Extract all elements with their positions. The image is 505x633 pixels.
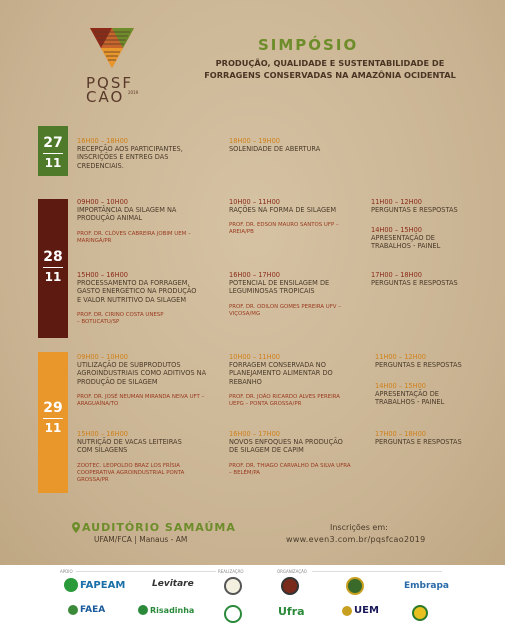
ufam-seal-icon xyxy=(224,577,242,595)
faea-logo xyxy=(68,605,105,615)
risadinha-icon xyxy=(138,605,148,615)
faea-icon xyxy=(68,605,78,615)
day-block-28 xyxy=(38,199,68,338)
event-title: APRESENTAÇÃO DE TRABALHOS - PAINEL xyxy=(375,390,445,407)
event-title: UTILIZAÇÃO DE SUBPRODUTOS AGROINDUSTRIAIS COMO ADITIVOS NA PRODUÇÃO DE SILAGEM xyxy=(77,361,207,386)
risadinha-logo xyxy=(138,605,194,615)
logo-year: 2019 xyxy=(128,90,139,95)
event-time: 17H00 – 18H00 xyxy=(371,271,422,279)
org-seal-3 xyxy=(412,605,428,621)
event-speaker: PROF. DR. JOSÉ NEUMAN MIRANDA NEIVA UFT – ARAGUAÍNA/TO xyxy=(77,393,205,407)
event-28-qa-morning xyxy=(371,198,471,214)
event-title: POTENCIAL DE ENSILAGEM DE LEGUMINOSAS TROPICAIS xyxy=(229,279,330,296)
uem-icon xyxy=(342,606,352,616)
event-time: 17H00 – 18H00 xyxy=(375,430,426,438)
event-29-qa-morning xyxy=(375,353,475,369)
event-speaker: PROF. DR. JOÃO RICARDO ALVES PEREIRA UEPG – PONTA GROSSA/PR xyxy=(229,393,340,407)
event-title: RAÇÕES NA FORMA DE SILAGEM xyxy=(229,206,337,215)
event-29-qa-afternoon xyxy=(375,430,475,446)
day-month: 11 xyxy=(44,156,62,170)
event-time: 16H00 – 17H00 xyxy=(229,430,280,438)
divider xyxy=(312,571,442,572)
day-number: 28 xyxy=(43,249,63,265)
fapeam-label: FAPEAM xyxy=(80,579,126,591)
day-month: 11 xyxy=(44,421,62,435)
event-time: 14H00 – 15H00 xyxy=(375,382,426,390)
day-block-27 xyxy=(38,126,68,176)
ufam-seal xyxy=(224,577,242,595)
subtitle-line1: PRODUÇÃO, QUALIDADE E SUSTENTABILIDADE DE xyxy=(215,58,445,68)
org-seal-icon xyxy=(346,577,364,595)
event-time: 09H00 – 10H00 xyxy=(77,353,128,361)
logo-text-line2: CAO xyxy=(86,88,125,106)
event-title: NOVOS ENFOQUES NA PRODUÇÃO DE SILAGEM DE CAPIM xyxy=(229,438,343,455)
uem-logo xyxy=(342,605,379,616)
event-speaker: PROF. DR. ODILON GOMES PEREIRA UFV – VIÇOSA/MG xyxy=(229,303,341,317)
event-time: 10H00 – 11H00 xyxy=(229,353,280,361)
event-28-legume-ensiling xyxy=(229,271,344,318)
day-divider xyxy=(43,418,63,419)
day-month: 11 xyxy=(44,270,62,284)
event-28-rations xyxy=(229,198,344,236)
event-title: SOLENIDADE DE ABERTURA xyxy=(229,145,321,154)
event-title: PROCESSAMENTO DA FORRAGEM, GASTO ENERGÉTICO NA PRODUÇÃO E VALOR NUTRITIVO DA SILAGEM xyxy=(77,279,197,304)
embrapa-label: Embrapa xyxy=(404,581,449,591)
event-28-poster-session xyxy=(371,226,466,251)
venue-location: UFAM/FCA | Manaus - AM xyxy=(94,535,188,544)
logo-text-line1: PQSF xyxy=(86,74,134,92)
faea-label: FAEA xyxy=(80,605,106,615)
event-title: NUTRIÇÃO DE VACAS LEITEIRAS COM SILAGENS xyxy=(77,438,182,455)
event-title: PERGUNTAS E RESPOSTAS xyxy=(375,438,462,447)
fapeam-logo xyxy=(64,578,125,592)
uem-label: UEM xyxy=(354,605,379,616)
event-29-dairy-nutrition xyxy=(77,430,197,484)
page-subtitle xyxy=(180,57,480,81)
org-seal-2 xyxy=(346,577,364,595)
event-time: 10H00 – 11H00 xyxy=(229,198,280,206)
venue-name: AUDITÓRIO SAMAÚMA xyxy=(82,521,236,534)
event-27-opening xyxy=(229,137,349,153)
org-seal-icon xyxy=(412,605,428,621)
event-speaker: PROF. DR. THIAGO CARVALHO DA SILVA UFRA – BELÉM/PA xyxy=(229,462,351,476)
event-speaker: ZOOTEC. LEOPOLDO BRAZ LOS FRÍSIA COOPERATIVA AGROINDUSTRIAL PONTA GROSSA/PR xyxy=(77,462,185,483)
levitare-logo xyxy=(152,579,194,589)
page-title: SIMPÓSIO xyxy=(258,36,359,54)
event-time: 15H00 – 16H00 xyxy=(77,271,128,279)
registration-label: Inscrições em: xyxy=(330,523,388,532)
organizacao-label: ORGANIZAÇÃO xyxy=(277,569,307,574)
event-29-poster-session xyxy=(375,382,465,407)
risadinha-label: Risadinha xyxy=(150,605,195,615)
subtitle-line2: FORRAGENS CONSERVADAS NA AMAZÔNIA OCIDENTAL xyxy=(204,70,456,80)
divider xyxy=(76,571,216,572)
event-time: 14H00 – 15H00 xyxy=(371,226,422,234)
event-title: RECEPÇÃO AOS PARTICIPANTES, INSCRIÇÕES E ENTREG DAS CREDENCIAIS. xyxy=(77,145,183,170)
day-block-29 xyxy=(38,352,68,493)
event-speaker: PROF. DR. CLÓVES CABREIRA JOBIM UEM – MARINGÁ/PR xyxy=(77,230,191,244)
day-divider xyxy=(43,267,63,268)
event-title: PERGUNTAS E RESPOSTAS xyxy=(371,206,458,215)
day-divider xyxy=(43,153,63,154)
event-29-byproducts xyxy=(77,353,207,408)
location-pin-icon xyxy=(72,522,80,533)
pqsfcao-logo-icon xyxy=(88,24,136,72)
event-title: PERGUNTAS E RESPOSTAS xyxy=(371,279,458,288)
event-29-grass-silage xyxy=(229,430,354,477)
fapeam-icon xyxy=(64,578,78,592)
event-time: 09H00 – 10H00 xyxy=(77,198,128,206)
event-time: 15H00 – 16H00 xyxy=(77,430,128,438)
apoio-label: APOIO xyxy=(60,569,73,574)
embrapa-logo xyxy=(404,581,449,591)
event-time: 18H00 – 19H00 xyxy=(229,137,280,145)
ufra-label: Ufra xyxy=(278,605,305,618)
sponsors-strip xyxy=(0,565,505,633)
event-speaker: PROF. DR. EDSON MAURO SANTOS UFP – AREIA/PB xyxy=(229,222,339,236)
event-29-conserved-forage xyxy=(229,353,354,408)
event-title: APRESENTAÇÃO DE TRABALHOS - PAINEL xyxy=(371,234,441,251)
levitare-label: Levitare xyxy=(152,579,194,589)
realizacao-label: REALIZAÇÃO xyxy=(218,569,244,574)
ufra-logo xyxy=(278,605,305,618)
event-time: 11H00 – 12H00 xyxy=(371,198,422,206)
fca-seal-icon xyxy=(224,605,242,623)
day-number: 29 xyxy=(43,400,63,416)
event-title: PERGUNTAS E RESPOSTAS xyxy=(375,361,462,370)
event-27-reception xyxy=(77,137,202,170)
event-title: IMPORTÂNCIA DA SILAGEM NA PRODUÇÃO ANIMAL xyxy=(77,206,177,223)
event-28-qa-afternoon xyxy=(371,271,471,287)
event-time: 16H00 – 18H00 xyxy=(77,137,128,145)
event-title: FORRAGEM CONSERVADA NO PLANEJAMENTO ALIMENTAR DO REBANHO xyxy=(229,361,333,386)
registration-link[interactable]: www.even3.com.br/pqsfcao2019 xyxy=(286,535,426,544)
event-28-forage-processing xyxy=(77,271,202,326)
org-seal-icon xyxy=(281,577,299,595)
event-28-silage-importance xyxy=(77,198,192,245)
event-time: 11H00 – 12H00 xyxy=(375,353,426,361)
fca-seal xyxy=(224,605,242,623)
event-speaker: PROF. DR. CIRINO COSTA UNESP – BOTUCATU/SP xyxy=(77,311,164,325)
event-time: 16H00 – 17H00 xyxy=(229,271,280,279)
org-seal-1 xyxy=(281,577,299,595)
day-number: 27 xyxy=(43,135,63,151)
